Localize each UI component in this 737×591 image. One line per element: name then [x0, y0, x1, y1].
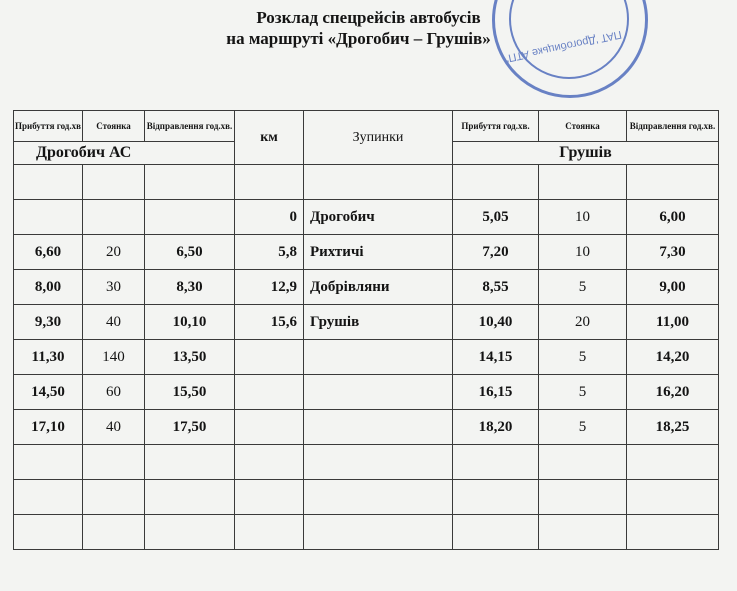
cell-stop-name — [304, 340, 453, 375]
header-arrival-left: Прибуття год.хв — [14, 111, 83, 142]
header-km: км — [235, 111, 304, 165]
cell-arrival-left: 11,30 — [14, 340, 83, 375]
header-stop-right: Стоянка — [539, 111, 627, 142]
cell-stop-left — [83, 515, 145, 550]
cell-departure-left: 15,50 — [145, 375, 235, 410]
terminal-right: Грушів — [453, 142, 719, 165]
header-arrival-right: Прибуття год.хв. — [453, 111, 539, 142]
cell-km — [235, 410, 304, 445]
cell-km — [235, 165, 304, 200]
cell-arrival-left — [14, 200, 83, 235]
cell-km: 12,9 — [235, 270, 304, 305]
cell-departure-right — [627, 445, 719, 480]
cell-departure-left: 6,50 — [145, 235, 235, 270]
cell-stop-left — [83, 200, 145, 235]
cell-km: 0 — [235, 200, 304, 235]
cell-arrival-right: 18,20 — [453, 410, 539, 445]
cell-arrival-left: 14,50 — [14, 375, 83, 410]
cell-arrival-left — [14, 165, 83, 200]
cell-departure-right: 7,30 — [627, 235, 719, 270]
cell-stop-left: 60 — [83, 375, 145, 410]
cell-stop-right: 10 — [539, 235, 627, 270]
cell-stop-name — [304, 375, 453, 410]
cell-departure-left — [145, 480, 235, 515]
cell-stop-name — [304, 410, 453, 445]
cell-stop-right: 5 — [539, 375, 627, 410]
cell-arrival-right: 7,20 — [453, 235, 539, 270]
cell-stop-right — [539, 480, 627, 515]
cell-km — [235, 480, 304, 515]
table-row — [14, 375, 719, 410]
cell-stop-name — [304, 480, 453, 515]
cell-stop-left — [83, 480, 145, 515]
cell-departure-right: 16,20 — [627, 375, 719, 410]
terminal-left: Дрогобич АС — [14, 142, 235, 165]
cell-stop-right — [539, 165, 627, 200]
cell-stop-name: Грушів — [304, 305, 453, 340]
cell-departure-right — [627, 480, 719, 515]
cell-departure-left: 10,10 — [145, 305, 235, 340]
cell-arrival-right: 16,15 — [453, 375, 539, 410]
cell-stop-right: 5 — [539, 270, 627, 305]
cell-arrival-right: 10,40 — [453, 305, 539, 340]
cell-arrival-left: 17,10 — [14, 410, 83, 445]
cell-stop-right — [539, 445, 627, 480]
cell-arrival-left: 6,60 — [14, 235, 83, 270]
cell-arrival-left — [14, 480, 83, 515]
cell-departure-right: 6,00 — [627, 200, 719, 235]
table-row — [14, 340, 719, 375]
cell-departure-right — [627, 165, 719, 200]
header-row — [14, 111, 719, 142]
cell-departure-left — [145, 165, 235, 200]
cell-departure-left: 8,30 — [145, 270, 235, 305]
table-row — [14, 200, 719, 235]
page-subtitle: на маршруті «Дрогобич – Грушів» — [226, 29, 491, 48]
cell-stop-left — [83, 165, 145, 200]
cell-stop-name: Рихтичі — [304, 235, 453, 270]
cell-stop-left: 40 — [83, 410, 145, 445]
cell-arrival-left — [14, 445, 83, 480]
cell-arrival-right — [453, 165, 539, 200]
page-title: Розклад спецрейсів автобусів — [256, 8, 481, 27]
stamp-text: ПАТ 'Дрогобицьке АТП' — [505, 27, 623, 65]
cell-km — [235, 340, 304, 375]
cell-departure-right — [627, 515, 719, 550]
cell-departure-right: 14,20 — [627, 340, 719, 375]
cell-arrival-right: 14,15 — [453, 340, 539, 375]
cell-km — [235, 375, 304, 410]
table-row — [14, 165, 719, 200]
table-row — [14, 515, 719, 550]
cell-arrival-left: 9,30 — [14, 305, 83, 340]
cell-stop-right — [539, 515, 627, 550]
cell-stop-left: 20 — [83, 235, 145, 270]
table-row — [14, 270, 719, 305]
table-row — [14, 235, 719, 270]
cell-departure-left — [145, 445, 235, 480]
cell-stop-left: 40 — [83, 305, 145, 340]
table-row — [14, 445, 719, 480]
header-stops: Зупинки — [304, 111, 453, 165]
cell-stop-right: 5 — [539, 410, 627, 445]
header-departure-right: Відправлення год.хв. — [627, 111, 719, 142]
cell-arrival-left: 8,00 — [14, 270, 83, 305]
table-row — [14, 305, 719, 340]
cell-stop-left — [83, 445, 145, 480]
cell-departure-left — [145, 200, 235, 235]
cell-stop-right: 20 — [539, 305, 627, 340]
cell-stop-name: Добрівляни — [304, 270, 453, 305]
header-stop-left: Стоянка — [83, 111, 145, 142]
cell-arrival-left — [14, 515, 83, 550]
cell-arrival-right — [453, 515, 539, 550]
cell-stop-name: Дрогобич — [304, 200, 453, 235]
cell-stop-name — [304, 445, 453, 480]
cell-stop-left: 140 — [83, 340, 145, 375]
header-departure-left: Відправлення год.хв. — [145, 111, 235, 142]
cell-km: 15,6 — [235, 305, 304, 340]
cell-arrival-right: 5,05 — [453, 200, 539, 235]
cell-departure-left — [145, 515, 235, 550]
cell-departure-right: 11,00 — [627, 305, 719, 340]
cell-km — [235, 445, 304, 480]
schedule-table — [13, 110, 719, 550]
cell-departure-left: 17,50 — [145, 410, 235, 445]
cell-stop-name — [304, 165, 453, 200]
cell-departure-right: 9,00 — [627, 270, 719, 305]
cell-arrival-right — [453, 480, 539, 515]
cell-stop-name — [304, 515, 453, 550]
cell-arrival-right: 8,55 — [453, 270, 539, 305]
cell-departure-left: 13,50 — [145, 340, 235, 375]
cell-stop-left: 30 — [83, 270, 145, 305]
table-row — [14, 480, 719, 515]
cell-km: 5,8 — [235, 235, 304, 270]
schedule-body — [14, 165, 719, 550]
cell-arrival-right — [453, 445, 539, 480]
cell-km — [235, 515, 304, 550]
table-row — [14, 410, 719, 445]
cell-stop-right: 5 — [539, 340, 627, 375]
cell-departure-right: 18,25 — [627, 410, 719, 445]
cell-stop-right: 10 — [539, 200, 627, 235]
